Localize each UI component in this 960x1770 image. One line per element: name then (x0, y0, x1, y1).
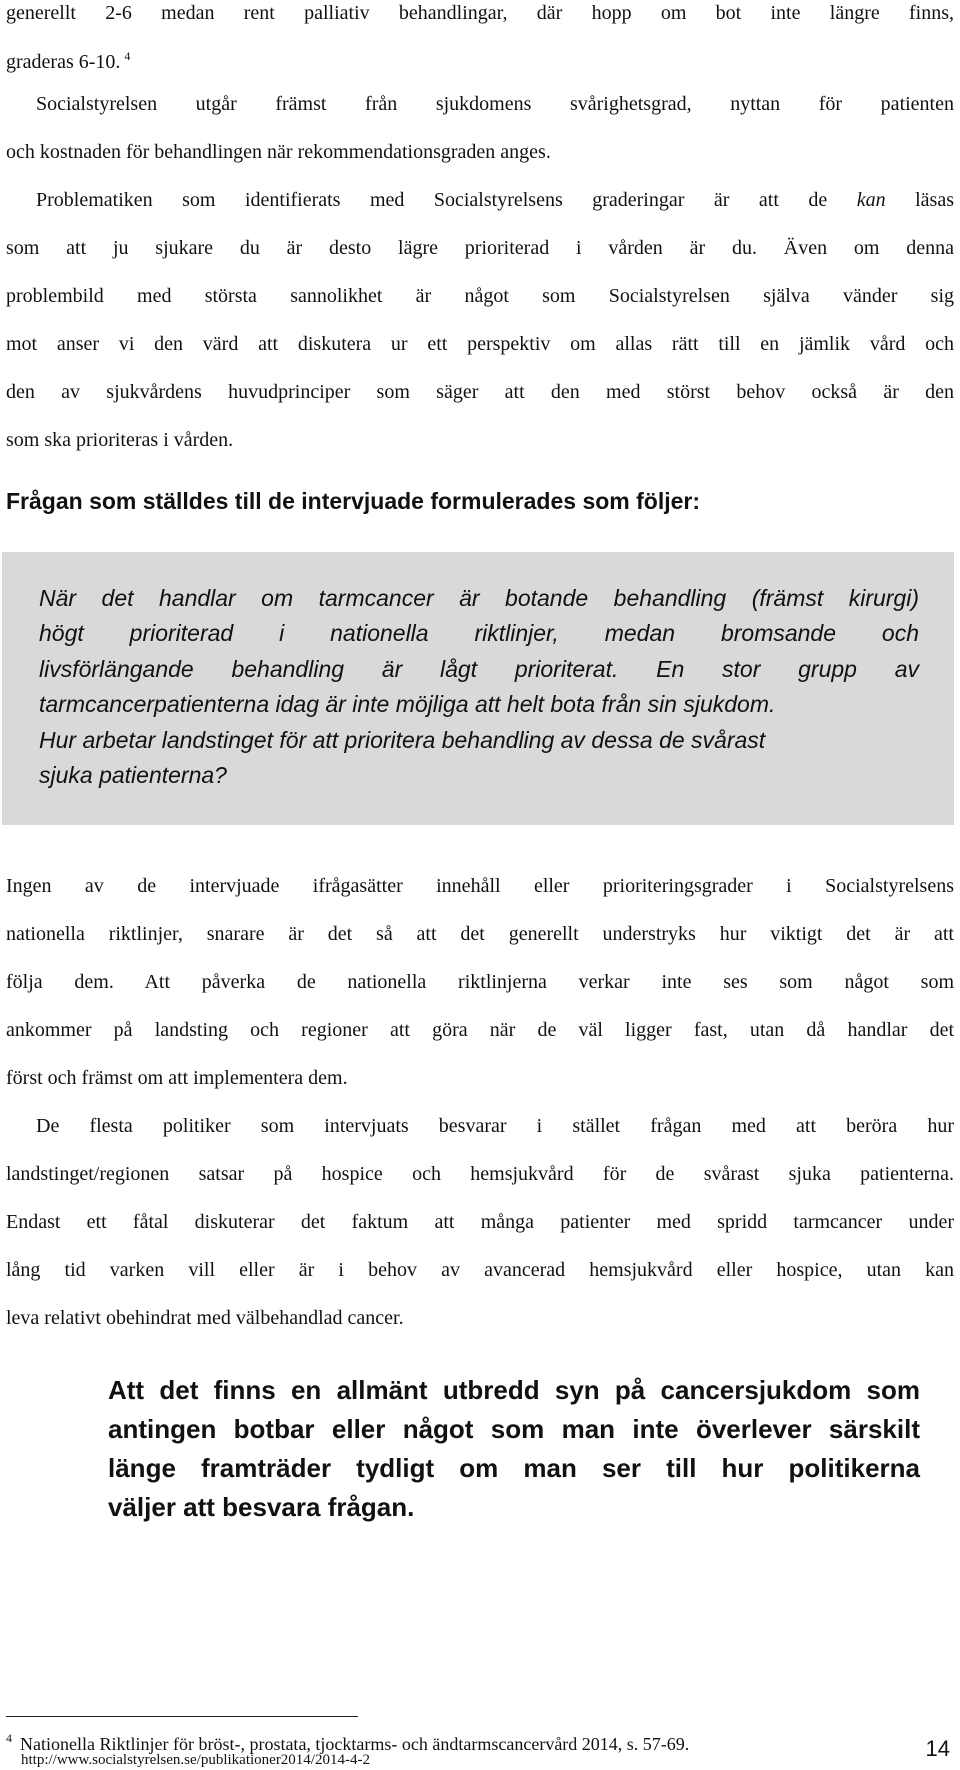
question-line-6: sjuka patienterna? (39, 762, 227, 788)
ingen-line-4: ankommer på landsting och regioner att göra när de väl ligger fast, utan då handlar det (6, 1019, 954, 1041)
problematiken-line-2: som att ju sjukare du är desto lägre prioriterad i vården är du. Även om denna (6, 237, 954, 259)
ingen-line-5: först och främst om att implementera dem. (6, 1067, 348, 1089)
highlight-line-2: antingen botbar eller något som man inte överlever särskilt (108, 1414, 920, 1444)
footnote-reference[interactable]: 4 (124, 49, 131, 63)
problematiken-line-1-start: Problematiken som identifierats med Socialstyrelsens graderingar är att de (36, 189, 828, 211)
problematiken-line-4: mot anser vi den värd att diskutera ur ett perspektiv om allas rätt till en jämlik vård och (6, 333, 954, 355)
question-heading: Frågan som ställdes till de intervjuade formulerades som följer: (6, 488, 701, 514)
ingen-line-1: Ingen av de intervjuade ifrågasätter innehåll eller prioriteringsgrader i Socialstyrelsens (6, 875, 954, 897)
intro-line-2-text: graderas 6-10. (6, 51, 121, 73)
problematiken-line-3: problembild med största sannolikhet är något som Socialstyrelsen själva vänder sig (6, 285, 954, 307)
flesta-line-1: De flesta politiker som intervjuats besvarar i stället frågan med att beröra hur (36, 1115, 954, 1137)
problematiken-line-1-end: läsas (915, 189, 954, 211)
flesta-line-5: leva relativt obehindrat med välbehandlad cancer. (6, 1307, 404, 1329)
highlight-line-4: väljer att besvara frågan. (108, 1492, 415, 1522)
footnote-link[interactable]: http://www.socialstyrelsen.se/publikationer2014/2014-4-2 (21, 1752, 370, 1768)
socialstyrelsen-line-1: Socialstyrelsen utgår främst från sjukdomens svårighetsgrad, nyttan för patienten (36, 93, 954, 115)
problematiken-line-5: den av sjukvårdens huvudprinciper som säger att den med störst behov också är den (6, 381, 954, 403)
problematiken-line-1 (36, 188, 954, 212)
page-number: 14 (925, 1736, 950, 1761)
flesta-line-4: lång tid varken vill eller är i behov av avancerad hemsjukvård eller hospice, utan kan (6, 1259, 954, 1281)
ingen-line-3: följa dem. Att påverka de nationella riktlinjerna verkar inte ses som något som (6, 971, 954, 993)
footnote-text: Nationella Riktlinjer för bröst-, prostata, tjocktarms- och ändtarmscancervård 2014, s. 57-69. (20, 1734, 690, 1754)
footnote-number: 4 (6, 1731, 12, 1745)
question-line-1: När det handlar om tarmcancer är botande behandling (främst kirurgi) (39, 585, 919, 611)
question-line-3: livsförlängande behandling är lågt prioriterat. En stor grupp av (39, 656, 919, 682)
problematiken-line-6: som ska prioriteras i vården. (6, 429, 234, 451)
flesta-line-3: Endast ett fåtal diskuterar det faktum att många patienter med spridd tarmcancer under (6, 1211, 954, 1233)
question-line-4: tarmcancerpatienterna idag är inte möjliga att helt bota från sin sjukdom. (39, 691, 776, 717)
emphasis-kan: kan (856, 189, 886, 211)
question-box (2, 552, 954, 825)
highlight-line-3: länge framträder tydligt om man ser till hur politikerna (108, 1453, 920, 1483)
question-line-5: Hur arbetar landstinget för att prioritera behandling av dessa de svårast (39, 727, 766, 753)
intro-line-1: generellt 2-6 medan rent palliativ behandlingar, där hopp om bot inte längre finns, (6, 2, 954, 24)
flesta-line-2: landstinget/regionen satsar på hospice och hemsjukvård för de svårast sjuka patienterna. (6, 1163, 954, 1185)
highlight-line-1: Att det finns en allmänt utbredd syn på cancersjukdom som (108, 1375, 920, 1405)
socialstyrelsen-line-2: och kostnaden för behandlingen när rekommendationsgraden anges. (6, 141, 551, 163)
intro-line-2 (6, 44, 954, 74)
ingen-line-2: nationella riktlinjer, snarare är det så att det generellt understryks hur viktigt det är att (6, 923, 954, 945)
question-line-2: högt prioriterad i nationella riktlinjer, medan bromsande och (39, 620, 919, 646)
footnote-rule (6, 1716, 358, 1717)
